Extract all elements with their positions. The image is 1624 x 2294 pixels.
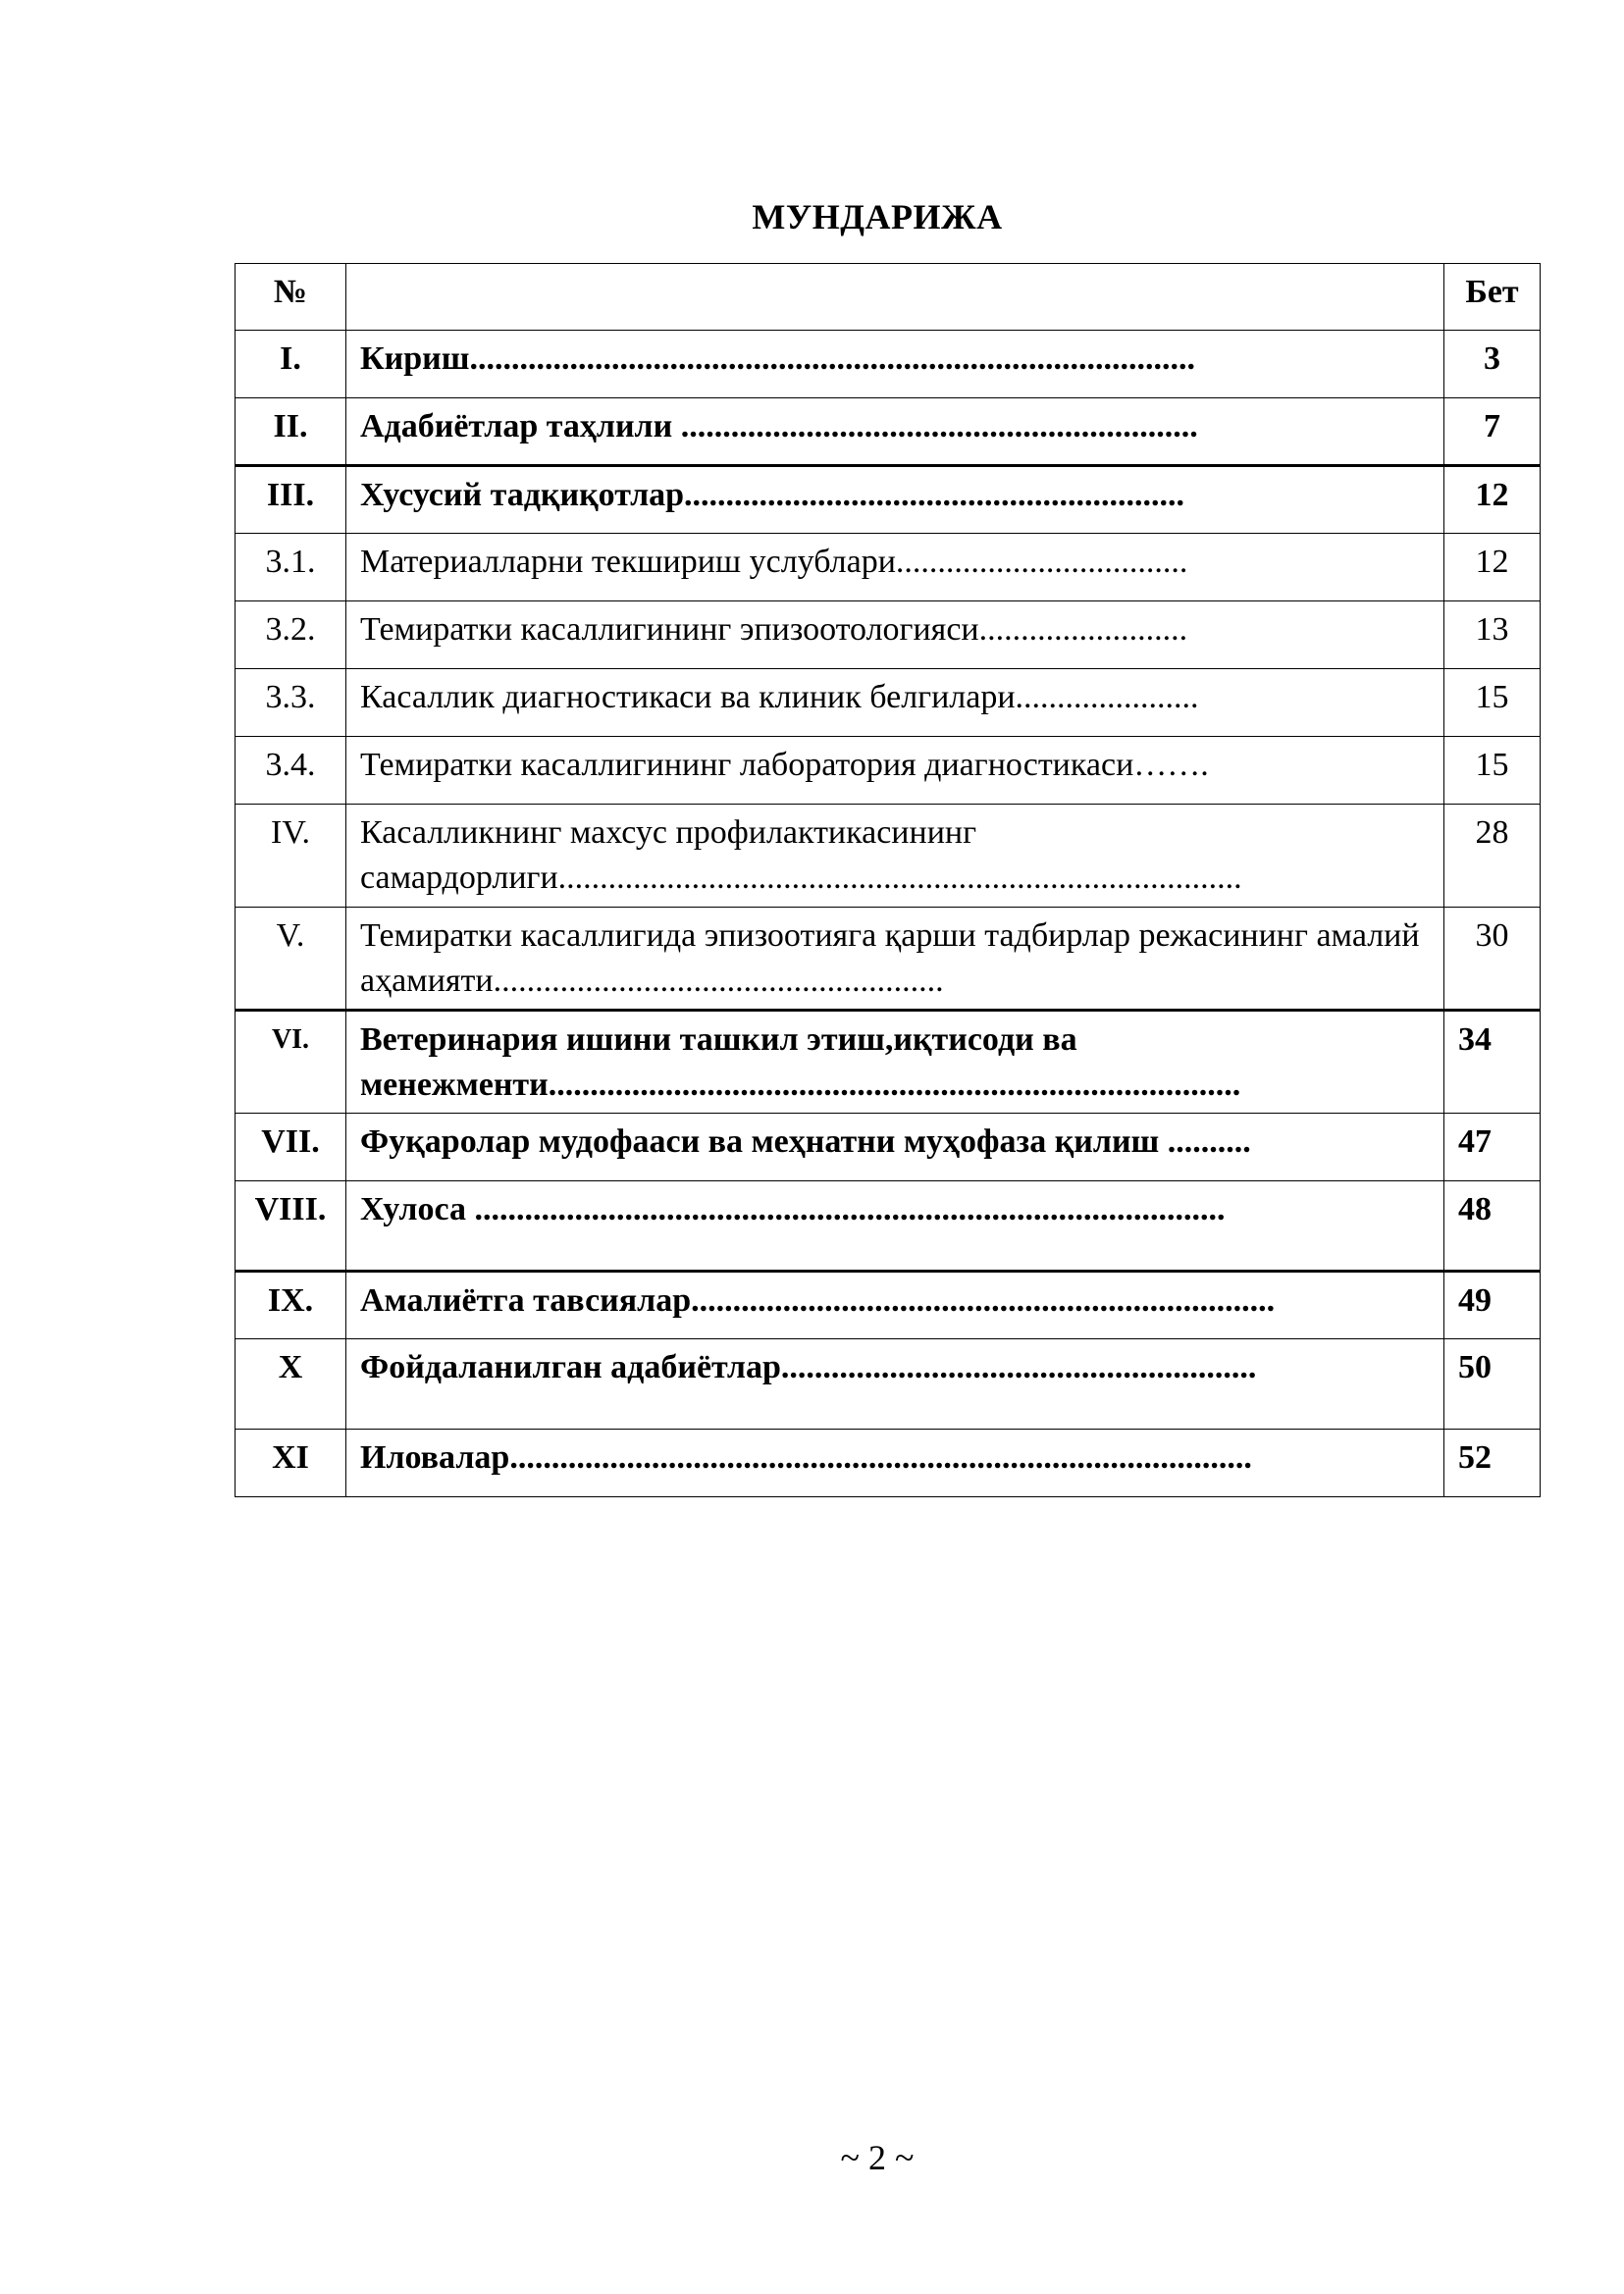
- page-title: МУНДАРИЖА: [752, 197, 1003, 236]
- row-title: Амалиётга тавсиялар......................................................................: [346, 1272, 1444, 1339]
- row-title: Адабиётлар таҳлили ..............................................................: [346, 398, 1444, 466]
- row-page: 48: [1444, 1181, 1541, 1272]
- table-row: [236, 1011, 1541, 1114]
- row-page: 52: [1444, 1430, 1541, 1497]
- table-row: [236, 331, 1541, 398]
- row-title: Темиратки касаллигининг эпизоотологияси.........................: [346, 601, 1444, 669]
- table-row: [236, 601, 1541, 669]
- row-title: Иловалар.........................................................................................: [346, 1430, 1444, 1497]
- table-row: [236, 737, 1541, 805]
- table-row: [236, 1430, 1541, 1497]
- header-page: Бет: [1444, 264, 1541, 331]
- row-page: 28: [1444, 805, 1541, 908]
- row-title: Хулоса ..........................................................................................: [346, 1181, 1444, 1272]
- table-row: [236, 908, 1541, 1011]
- table-row: [236, 669, 1541, 737]
- row-page: 3: [1444, 331, 1541, 398]
- row-title: Касаллик диагностикаси ва клиник белгилари......................: [346, 669, 1444, 737]
- table-row: [236, 1339, 1541, 1430]
- row-title: Темиратки касаллигида эпизоотияга қарши тадбирлар режасининг амалий аҳамияти......................................................: [346, 908, 1444, 1011]
- table-row: [236, 1114, 1541, 1181]
- row-num: V.: [236, 908, 346, 1011]
- header-topic: [346, 264, 1444, 331]
- row-page: 12: [1444, 466, 1541, 534]
- row-page: 15: [1444, 737, 1541, 805]
- header-num: №: [236, 264, 346, 331]
- table-row: [236, 466, 1541, 534]
- row-title: Ветеринария ишини ташкил этиш,иқтисоди ва менежменти...................................................................................: [346, 1011, 1444, 1114]
- row-num: 3.4.: [236, 737, 346, 805]
- row-num: 3.1.: [236, 534, 346, 601]
- table-row: [236, 534, 1541, 601]
- row-title: Фуқаролар мудофааси ва меҳнатни муҳофаза қилиш ..........: [346, 1114, 1444, 1181]
- table-row: [236, 805, 1541, 908]
- row-title: Материалларни текшириш услублари...................................: [346, 534, 1444, 601]
- row-num: IX.: [236, 1272, 346, 1339]
- row-num: VII.: [236, 1114, 346, 1181]
- row-num: 3.2.: [236, 601, 346, 669]
- page-number: ~ 2 ~: [840, 2138, 915, 2177]
- table-row: [236, 1272, 1541, 1339]
- row-title: Касалликнинг махсус профилактикасининг самардорлиги..................................................................................: [346, 805, 1444, 908]
- table-row: [236, 398, 1541, 466]
- row-title: Темиратки касаллигининг лаборатория диагностикаси…….: [346, 737, 1444, 805]
- row-num: I.: [236, 331, 346, 398]
- row-page: 47: [1444, 1114, 1541, 1181]
- table-of-contents: [235, 263, 1541, 1497]
- row-num: III.: [236, 466, 346, 534]
- row-page: 50: [1444, 1339, 1541, 1430]
- row-page: 7: [1444, 398, 1541, 466]
- row-num: II.: [236, 398, 346, 466]
- row-page: 34: [1444, 1011, 1541, 1114]
- row-title: Фойдаланилган адабиётлар.........................................................: [346, 1339, 1444, 1430]
- row-num: VI.: [236, 1011, 346, 1114]
- table-row: [236, 1181, 1541, 1272]
- row-num: XI: [236, 1430, 346, 1497]
- row-page: 30: [1444, 908, 1541, 1011]
- row-num: 3.3.: [236, 669, 346, 737]
- row-page: 49: [1444, 1272, 1541, 1339]
- row-title: Хусусий тадқиқотлар............................................................: [346, 466, 1444, 534]
- row-num: X: [236, 1339, 346, 1430]
- row-page: 15: [1444, 669, 1541, 737]
- row-page: 13: [1444, 601, 1541, 669]
- row-title: Кириш.......................................................................................: [346, 331, 1444, 398]
- row-num: IV.: [236, 805, 346, 908]
- row-page: 12: [1444, 534, 1541, 601]
- table-header-row: [236, 264, 1541, 331]
- row-num: VIII.: [236, 1181, 346, 1272]
